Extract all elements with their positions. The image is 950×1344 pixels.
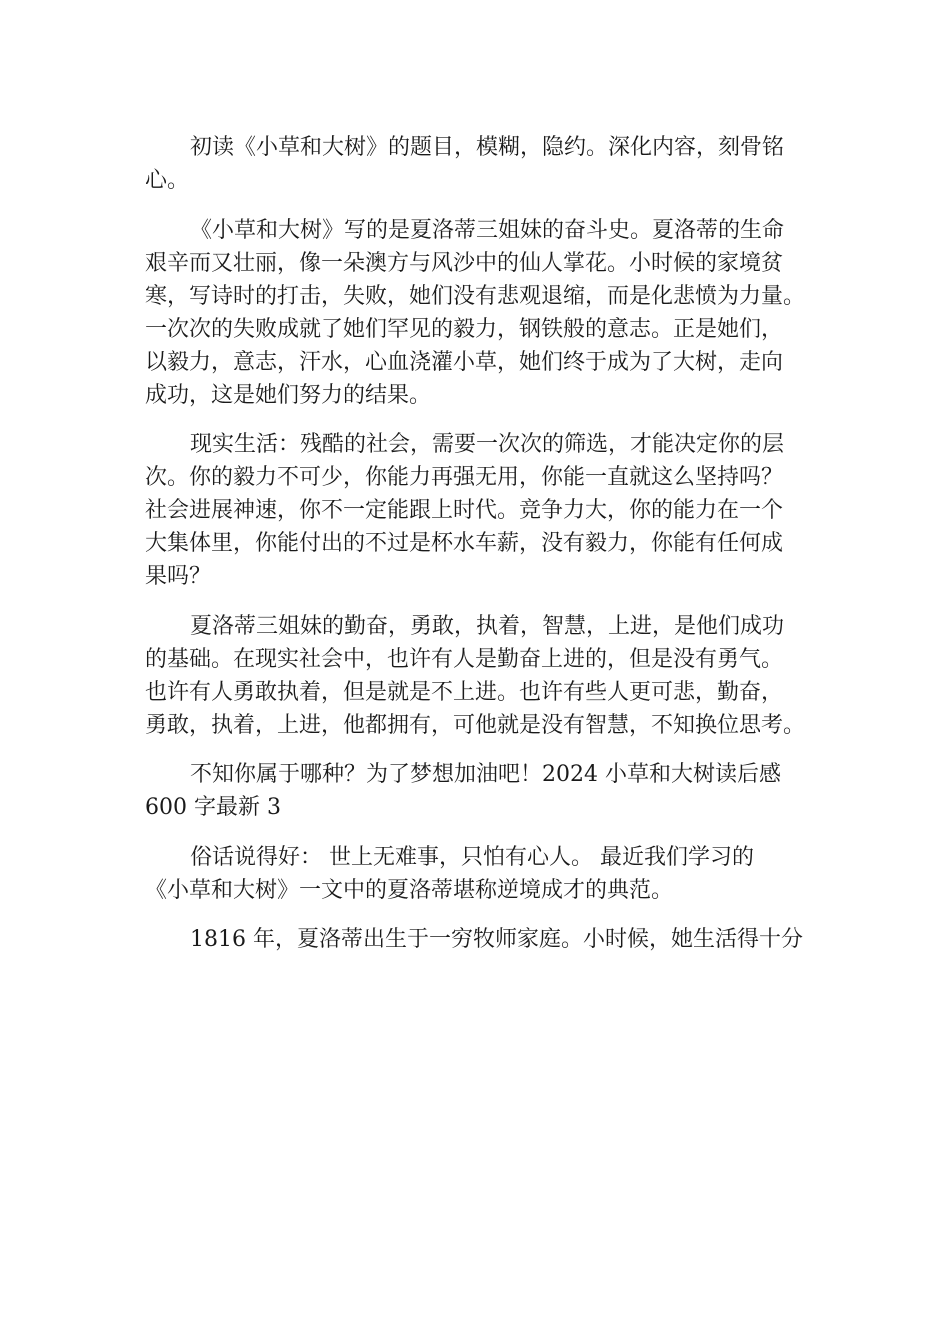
text-line: 次。你的毅力不可少，你能力再强无用，你能一直就这么坚持吗？: [145, 465, 784, 490]
document-body: [145, 131, 815, 956]
text-line: 勇敢，执着，上进，他都拥有，可他就是没有智慧，不知换位思考。: [145, 712, 806, 738]
text-line: 夏洛蒂三姐妹的勤奋，勇敢，执着，智慧，上进，是他们成功: [190, 613, 785, 639]
text-line: 艰辛而又壮丽，像一朵澳方与风沙中的仙人掌花。小时候的家境贫: [145, 250, 784, 276]
text-line: 《小草和大树》写的是夏洛蒂三姐妹的奋斗史。夏洛蒂的生命: [190, 217, 785, 243]
text-line: 俗话说得好： 世上无难事，只怕有心人。 最近我们学习的: [190, 844, 754, 870]
text-line: 也许有人勇敢执着，但是就是不上进。也许有些人更可悲，勤奋，: [145, 679, 784, 705]
text-line: 的基础。在现实社会中，也许有人是勤奋上进的，但是没有勇气。: [145, 646, 784, 672]
text-line: 初读《小草和大树》的题目，模糊，隐约。深化内容，刻骨铭: [190, 135, 785, 160]
text-line: 1816 年，夏洛蒂出生于一穷牧师家庭。小时候，她生活得十分: [190, 927, 803, 952]
text-line: 大集体里，你能付出的不过是杯水车薪，没有毅力，你能有任何成: [145, 531, 784, 556]
text-line: 寒，写诗时的打击，失败，她们没有悲观退缩，而是化悲愤为力量。: [145, 283, 806, 309]
text-line: 果吗？: [145, 564, 212, 589]
text-line: 《小草和大树》一文中的夏洛蒂堪称逆境成才的典范。: [145, 877, 674, 903]
text-line: 不知你属于哪种？为了梦想加油吧！2024 小草和大树读后感: [190, 762, 781, 787]
text-line: 现实生活：残酷的社会，需要一次次的筛选，才能决定你的层: [190, 432, 785, 457]
text-line: 成功，这是她们努力的结果。: [145, 382, 432, 408]
text-line: 以毅力，意志，汗水，心血浇灌小草，她们终于成为了大树，走向: [145, 349, 784, 375]
text-line: 心。: [145, 168, 190, 193]
text-line: 社会进展神速，你不一定能跟上时代。竞争力大，你的能力在一个: [145, 498, 784, 523]
text-line: 一次次的失败成就了她们罕见的毅力，钢铁般的意志。正是她们，: [145, 316, 784, 342]
text-line: 600 字最新 3: [145, 795, 281, 820]
